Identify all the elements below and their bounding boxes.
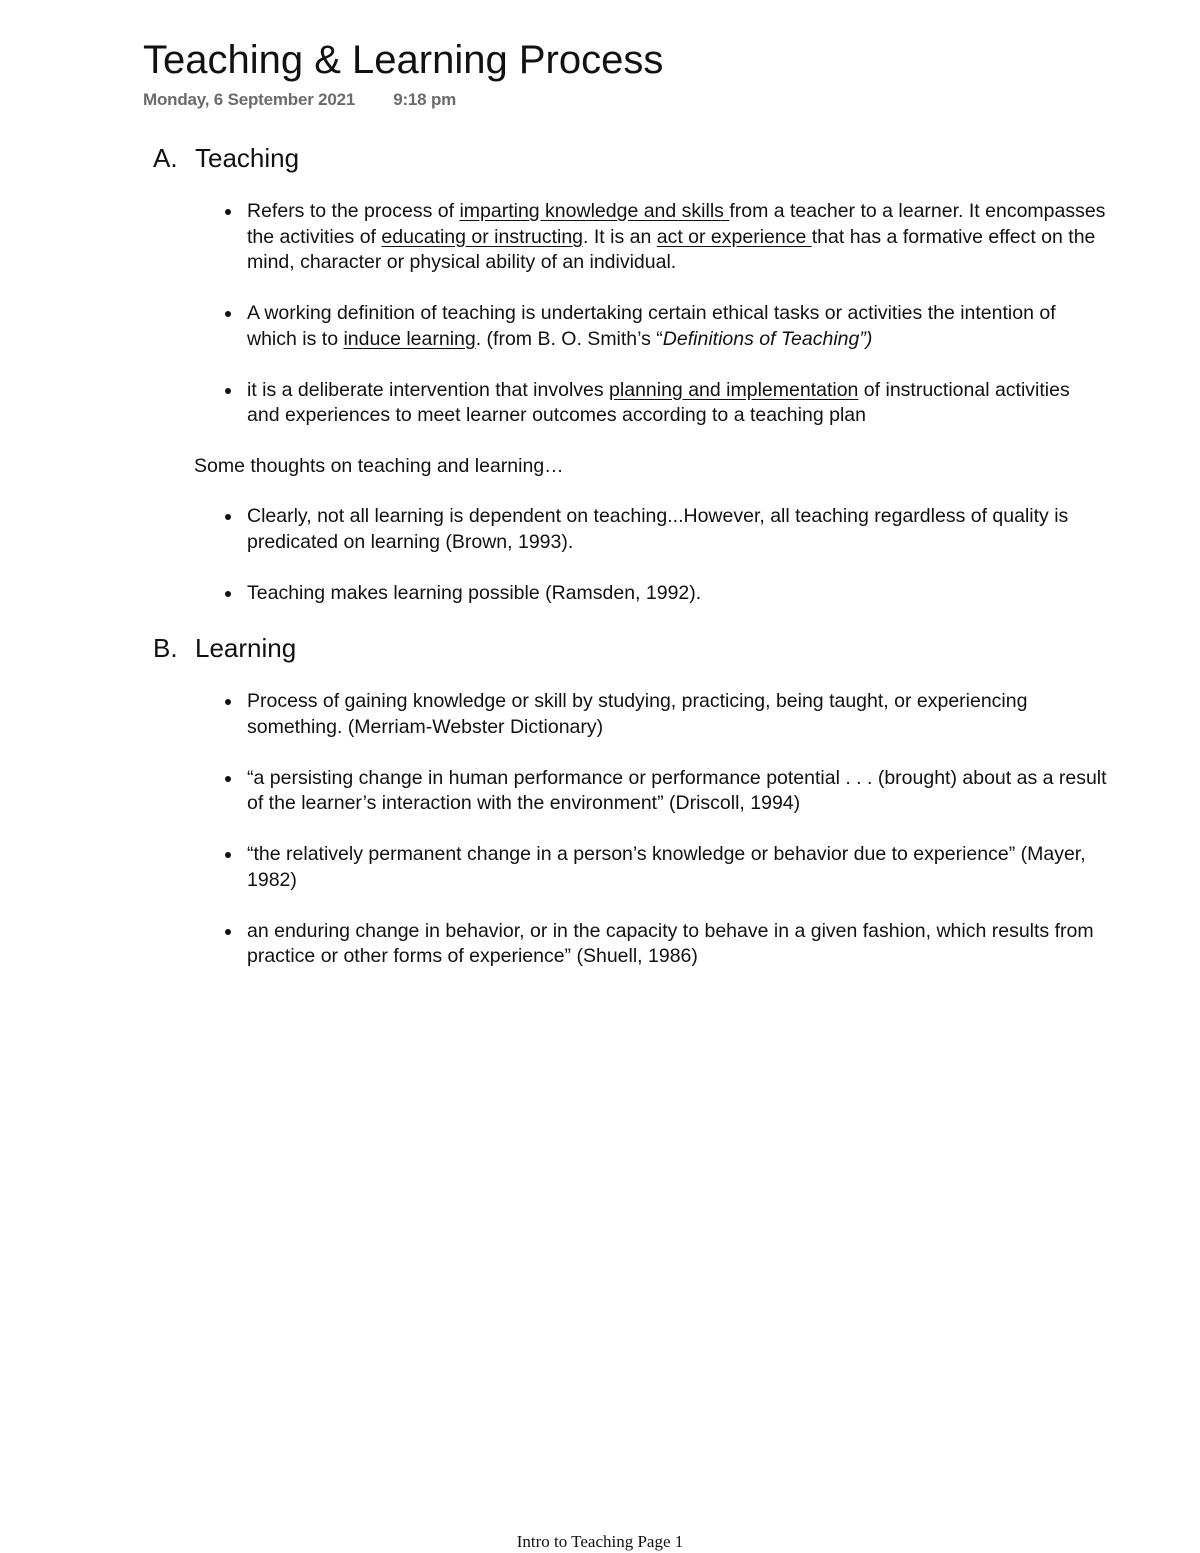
text-run: A working definition of teaching is undertaking certain ethical tasks or activities the intention of which is to	[247, 302, 1056, 350]
section-heading-teaching	[153, 142, 299, 174]
underlined-text: induce learning	[343, 327, 476, 350]
list-item: Clearly, not all learning is dependent on teaching...However, all teaching regardless of quality is predicated on learning (Brown, 1993).	[247, 504, 1107, 555]
text-run: it is a deliberate intervention that involves	[247, 378, 610, 401]
thoughts-list	[247, 504, 1107, 606]
page-timestamp	[143, 90, 456, 110]
list-item: an enduring change in behavior, or in the capacity to behave in a given fashion, which results from practice or other forms of experience” (Shuell, 1986)	[247, 919, 1107, 970]
page-footer: Intro to Teaching Page 1	[516, 1532, 684, 1551]
list-item: Teaching makes learning possible (Ramsden, 1992).	[247, 581, 1107, 607]
list-item: “the relatively permanent change in a person’s knowledge or behavior due to experience” (Mayer, 1982)	[247, 842, 1107, 893]
text-run: from a teacher to a learner. It encompasses the activities of	[247, 200, 1106, 248]
italic-text: Definitions of Teaching	[662, 327, 860, 350]
section-title: Learning	[195, 633, 297, 663]
underlined-text: act or experience	[656, 225, 812, 248]
underlined-text: educating or instructing	[381, 225, 584, 248]
text-run: . It is an	[583, 225, 657, 248]
list-item	[247, 199, 1107, 276]
underlined-text: imparting knowledge and skills	[459, 200, 730, 222]
text-run: . (from B. O. Smith’s “	[475, 327, 663, 350]
text-run: of instructional activities and experiences to meet learner outcomes according to a teaching plan	[247, 378, 1070, 426]
text-run: ”)	[859, 327, 873, 350]
section-letter: A.	[153, 143, 178, 173]
section-letter: B.	[153, 633, 178, 663]
learning-definitions-list	[247, 689, 1107, 970]
list-item: Process of gaining knowledge or skill by studying, practicing, being taught, or experiencing something. (Merriam-Webster Dictionary)	[247, 689, 1107, 740]
list-item	[247, 301, 1107, 352]
section-title: Teaching	[195, 143, 300, 173]
section-heading-learning	[153, 632, 296, 664]
text-run: Refers to the process of	[247, 200, 460, 222]
page-time: 9:18 pm	[393, 90, 457, 109]
thoughts-label: Some thoughts on teaching and learning…	[194, 455, 564, 477]
list-item	[247, 378, 1107, 429]
page-date: Monday, 6 September 2021	[143, 90, 356, 109]
teaching-definitions-list	[247, 199, 1107, 429]
text-run: that has a formative effect on the mind, character or physical ability of an individual.	[247, 225, 1096, 273]
page-title: Teaching & Learning Process	[143, 38, 664, 82]
list-item: “a persisting change in human performance or performance potential . . . (brought) about as a result of the learner’s interaction with the environment” (Driscoll, 1994)	[247, 766, 1107, 817]
underlined-text: planning and implementation	[609, 378, 859, 401]
